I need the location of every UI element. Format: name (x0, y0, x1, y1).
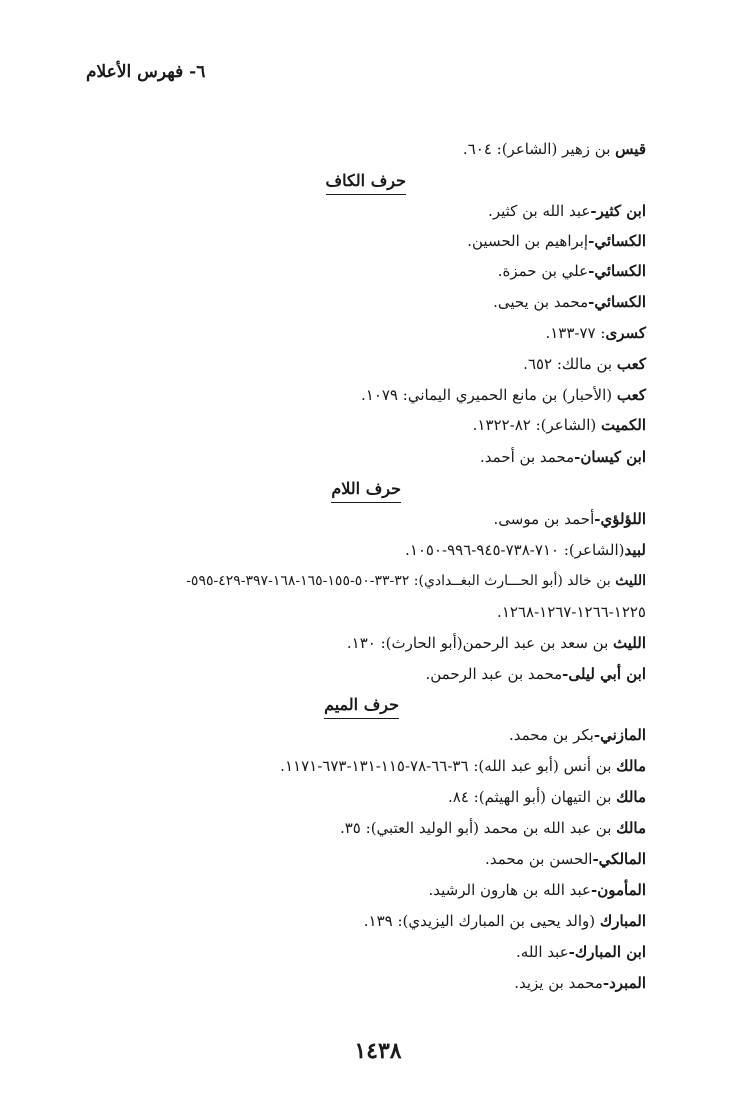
entry-name: الكسائي- (588, 232, 646, 250)
index-entry (340, 817, 646, 839)
entry-details: عبد الله بن هارون الرشيد. (428, 881, 591, 899)
entry-name: لبيد (624, 541, 646, 559)
entry-name: المالكي- (592, 850, 646, 868)
page-number: ١٤٣٨ (354, 1038, 402, 1064)
entry-details: محمد بن يزيد. (514, 974, 603, 992)
entry-details: بن سعد بن عبد الرحمن(أبو الحارث): ١٣٠. (346, 634, 614, 652)
entry-name: الكسائي- (588, 293, 646, 311)
index-entry (84, 570, 646, 592)
section-title-mim: حرف الميم (324, 694, 399, 719)
entry-name: اللؤلؤي- (594, 510, 646, 528)
entry-name: كعب (616, 386, 646, 404)
entry-details: أحمد بن موسى. (493, 510, 595, 528)
index-entry (364, 910, 646, 932)
index-entry (514, 972, 646, 994)
index-entry (347, 632, 646, 654)
entry-name: المازني- (593, 726, 646, 744)
entry-details: بن مالك: ٦٥٢. (523, 355, 617, 373)
entry-name: مالك (616, 757, 646, 775)
entry-name: الليث (615, 573, 646, 589)
entry-details: محمد بن أحمد. (480, 448, 575, 466)
entry-details: محمد بن يحيى. (493, 293, 589, 311)
index-entry (494, 508, 647, 530)
entry-details: عبد الله بن كثير. (488, 202, 591, 220)
entry-name: الليث (613, 634, 646, 652)
entry-details: (الشاعر): ٨٢-١٣٢٢. (472, 416, 602, 434)
entry-name: المأمون- (590, 881, 646, 899)
index-entry (545, 322, 646, 344)
entry-name: كسرى (605, 324, 646, 342)
index-entry (480, 446, 646, 468)
entry-name: قيس (615, 140, 646, 158)
index-entry (516, 941, 646, 963)
entry-details: (الأحبار) بن مانع الحميري اليماني: ١٠٧٩. (360, 386, 617, 404)
index-entry-continuation (497, 601, 646, 623)
entry-details: إبراهيم بن الحسين. (467, 232, 589, 250)
index-entry (498, 260, 646, 282)
index-entry (280, 755, 646, 777)
entry-name: ابن كيسان- (574, 448, 646, 466)
entry-details: بكر بن محمد. (508, 726, 594, 744)
index-entry (523, 353, 646, 375)
entry-name: كعب (616, 355, 646, 373)
entry-details: : ٧٧-١٣٣. (545, 324, 606, 342)
entry-name: ابن أبي ليلى- (562, 665, 646, 683)
index-entry (463, 138, 646, 160)
entry-details: بن عبد الله بن محمد (أبو الوليد العتبي): ٣٥. (339, 819, 617, 837)
index-entry (448, 786, 646, 808)
entry-details: بن خالد (أبو الحـــارث البغــدادي): ٣٢-٣٣-٥٠-١٥٥-١٦٥-١٦٨-٣٩٧-٤٢٩-٥٩٥- (186, 573, 616, 589)
index-entry (473, 414, 646, 436)
entry-details: بن التيهان (أبو الهيثم): ٨٤. (448, 788, 617, 806)
index-entry (361, 384, 646, 406)
entry-details: ١٢٢٥-١٢٦٦-١٢٦٧-١٢٦٨. (497, 603, 646, 621)
entry-details: بن أنس (أبو عبد الله): ٣٦-٦٦-٧٨-١١٥-١٣١-٦٧٣-١١٧١. (280, 757, 617, 775)
entry-details: (والد يحيى بن المبارك اليزيدي): ١٣٩. (363, 912, 600, 930)
index-entry (488, 200, 646, 222)
section-title-kaf: حرف الكاف (326, 170, 407, 195)
entry-name: المبارك (599, 912, 646, 930)
entry-name: مالك (616, 819, 646, 837)
index-entry (428, 879, 646, 901)
entry-name: الكسائي- (588, 262, 646, 280)
entry-details: الحسن بن محمد. (485, 850, 593, 868)
entry-name: مالك (616, 788, 646, 806)
entry-details: محمد بن عبد الرحمن. (425, 665, 563, 683)
index-entry (509, 724, 646, 746)
index-entry (485, 848, 646, 870)
index-entry (467, 230, 646, 252)
index-entry (493, 291, 646, 313)
entry-details: (الشاعر): ٧١٠-٧٣٨-٩٤٥-٩٩٦-١٠٥٠. (405, 541, 625, 559)
section-title-lam: حرف اللام (331, 478, 401, 503)
entry-name: ابن المبارك- (568, 943, 646, 961)
index-entry (426, 663, 647, 685)
entry-details: عبد الله. (516, 943, 569, 961)
running-header: ٦- فهرس الأعلام (86, 62, 206, 82)
index-entry (405, 539, 646, 561)
entry-name: الكميت (601, 416, 646, 434)
entry-details: علي بن حمزة. (497, 262, 589, 280)
entry-name: المبرد- (602, 974, 646, 992)
entry-name: ابن كثير- (590, 202, 646, 220)
entry-details: بن زهير (الشاعر): ٦٠٤. (462, 140, 616, 158)
